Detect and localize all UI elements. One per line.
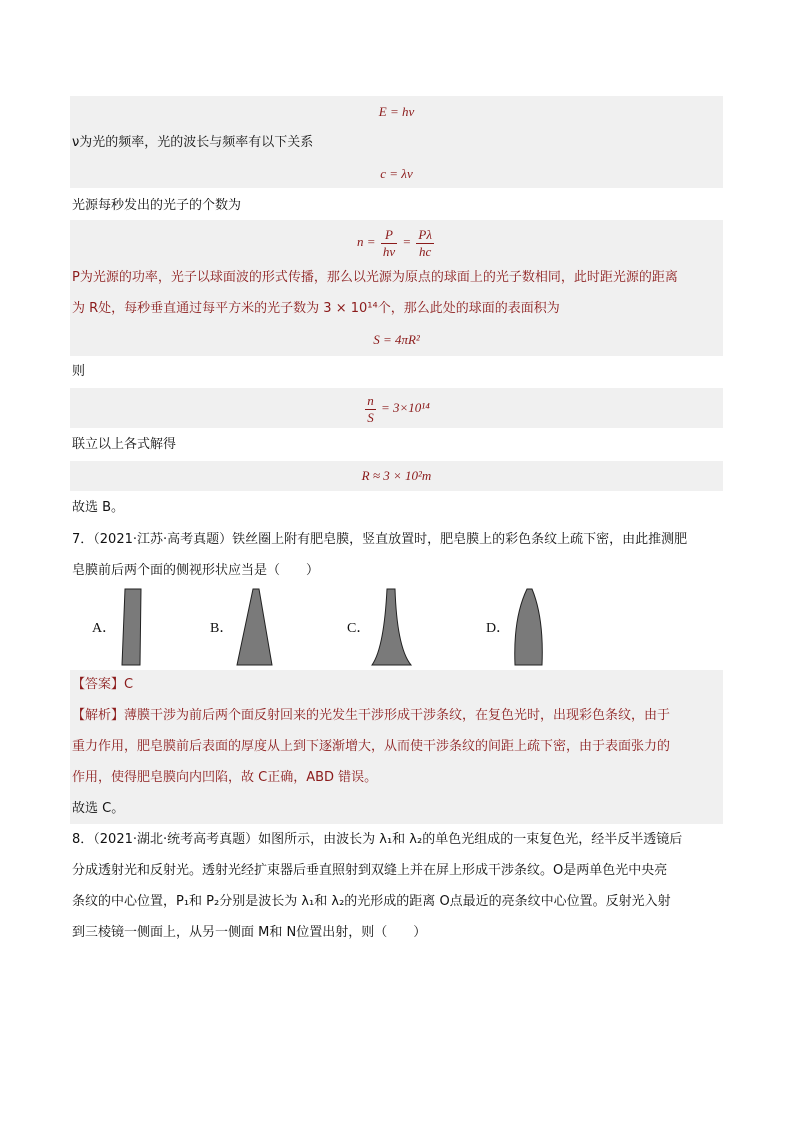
text-photon-count: 光源每秒发出的光子的个数为 bbox=[72, 198, 242, 213]
q7-analysis-line-2: 重力作用，肥皂膜前后表面的厚度从上到下逐渐增大，从而使干涉条纹的间距上疏下密，由于表面张力的 bbox=[72, 739, 671, 754]
q7-option-d-shape bbox=[510, 588, 550, 666]
text-power-line-2: 为 R处，每秒垂直通过每平方米的光子数为 3 × 10¹⁴个，那么此处的球面的表面积为 bbox=[72, 301, 560, 316]
fraction-p-over-hv bbox=[381, 227, 397, 260]
q7-analysis-line-3: 作用，使得肥皂膜向内凹陷，故 C正确，ABD 错误。 bbox=[72, 770, 378, 785]
equation-n bbox=[70, 224, 723, 260]
q7-option-c-label: C． bbox=[347, 621, 371, 636]
q8-stem-line-2: 分成透射光和反射光。透射光经扩束器后垂直照射到双缝上并在屏上形成干涉条纹。O是两单色光中央亮 bbox=[72, 863, 668, 878]
analysis-label: 【解析】 bbox=[72, 708, 125, 723]
equation-result: R ≈ 3 × 10²m bbox=[361, 468, 432, 483]
equation-energy: E = hν bbox=[378, 104, 415, 119]
q7-stem-line-1: 7．（2021·江苏·高考真题）铁丝圈上附有肥皂膜，竖直放置时，肥皂膜上的彩色条纹上疏下密，由此推测肥 bbox=[72, 532, 688, 547]
fraction-numerator: Pλ bbox=[418, 226, 432, 242]
text-frequency: ν为光的频率，光的波长与频率有以下关系 bbox=[72, 135, 314, 150]
text-solve: 联立以上各式解得 bbox=[72, 437, 177, 452]
equation-ratio bbox=[70, 390, 723, 426]
equation-wave: c = λν bbox=[380, 166, 413, 181]
text-then: 则 bbox=[72, 364, 86, 379]
fraction-plambda-over-hc bbox=[416, 227, 434, 260]
fraction-n-over-s bbox=[365, 393, 376, 426]
equation-n-equals: = bbox=[402, 234, 412, 249]
q8-stem-line-3: 条纹的中心位置，P₁和 P₂分别是波长为 λ₁和 λ₂的光形成的距离 O点最近的亮条纹中心位置。反射光入射 bbox=[72, 894, 671, 909]
q7-conclusion: 故选 C。 bbox=[72, 801, 125, 816]
q7-analysis-line-1 bbox=[72, 706, 670, 726]
fraction-numerator: P bbox=[381, 227, 397, 244]
q7-option-d-label: D． bbox=[486, 621, 511, 636]
q7-option-b-shape bbox=[233, 588, 277, 666]
analysis-text: 薄膜干涉为前后两个面反射回来的光发生干涉形成干涉条纹，在复色光时，出现彩色条纹，由于 bbox=[124, 708, 671, 723]
q7-option-a-shape bbox=[117, 588, 149, 666]
q8-stem-line-1: 8．（2021·湖北·统考高考真题）如图所示，由波长为 λ₁和 λ₂的单色光组成的一束复色光，经半反半透镜后 bbox=[72, 832, 683, 847]
answer-value: C bbox=[124, 677, 134, 692]
q7-option-a-label: A． bbox=[92, 621, 117, 636]
q7-answer bbox=[72, 675, 133, 695]
equation-ratio-rhs: = 3×10¹⁴ bbox=[381, 400, 430, 415]
q7-option-b-label: B． bbox=[210, 621, 234, 636]
equation-n-lhs: n = bbox=[357, 234, 376, 249]
q8-stem-line-4: 到三棱镜一侧面上，从另一侧面 M和 N位置出射，则（ ） bbox=[72, 925, 427, 940]
fraction-denominator: hc bbox=[419, 243, 432, 259]
text-power-line-1: P为光源的功率，光子以球面波的形式传播，那么以光源为原点的球面上的光子数相同，此时距光源的距离 bbox=[72, 270, 678, 285]
fraction-denominator: hν bbox=[382, 243, 396, 259]
q7-option-c-shape bbox=[369, 588, 413, 666]
text-choose-b: 故选 B。 bbox=[72, 500, 125, 515]
equation-area: S = 4πR² bbox=[373, 332, 420, 347]
fraction-denominator: S bbox=[367, 409, 374, 425]
fraction-numerator: n bbox=[367, 392, 374, 408]
answer-label: 【答案】 bbox=[72, 677, 125, 692]
q7-stem-line-2: 皂膜前后两个面的侧视形状应当是（ ） bbox=[72, 563, 320, 578]
